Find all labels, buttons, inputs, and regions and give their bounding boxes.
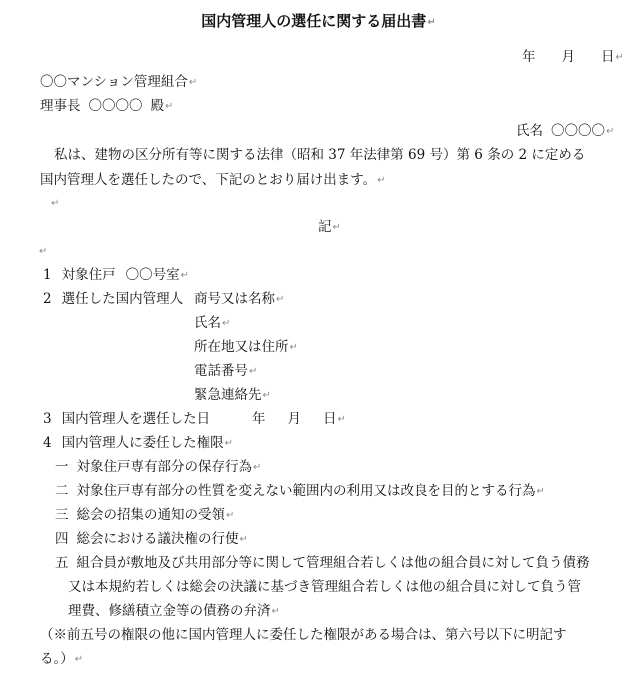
paragraph-mark: ↵	[377, 175, 386, 186]
paragraph-mark: ↵	[427, 17, 436, 28]
paragraph-mark: ↵	[289, 342, 298, 353]
association-name: 〇〇マンション管理組合↵	[40, 74, 198, 90]
item-2-field: 緊急連絡先↵	[194, 387, 271, 403]
paragraph-mark: ↵	[606, 126, 615, 137]
power-3: 三 総会の招集の通知の受領↵	[55, 507, 235, 523]
date-line: 年 月 日↵	[522, 49, 624, 65]
paragraph-mark: ↵	[188, 77, 198, 88]
paragraph-mark: ↵	[224, 438, 233, 449]
paragraph-mark: ↵	[239, 534, 248, 545]
power-1: 一 対象住戸専有部分の保存行為↵	[55, 459, 262, 475]
paragraph-mark: ↵	[271, 606, 280, 617]
item-2-field: 氏名↵	[194, 315, 231, 331]
item-2: 2 選任した国内管理人	[43, 291, 184, 307]
item-3-date: 年 月 日↵	[252, 411, 346, 427]
item-4: 4 国内管理人に委任した権限↵	[43, 435, 233, 451]
item-2-field: 商号又は名称↵	[194, 291, 285, 307]
body-line-1: 私は、建物の区分所有等に関する法律（昭和 37 年法律第 69 号）第 6 条の 2 に定める	[54, 147, 586, 163]
filer-line: 氏名 〇〇〇〇↵	[516, 123, 615, 139]
chair-line: 理事長 〇〇〇〇 殿↵	[40, 98, 174, 114]
paragraph-mark: ↵	[276, 294, 285, 305]
paragraph-mark: ↵	[222, 318, 231, 329]
item-1: 1 対象住戸 〇〇号室↵	[43, 267, 189, 283]
paragraph-mark: ↵	[253, 462, 262, 473]
paragraph-mark: ↵	[337, 414, 346, 425]
power-5-cont: 理費、修繕積立金等の債務の弁済↵	[68, 603, 280, 619]
paragraph-mark: ↵	[536, 486, 545, 497]
body-line-2: 国内管理人を選任したので、下記のとおり届け出ます。↵	[40, 172, 386, 188]
power-4: 四 総会における議決権の行使↵	[55, 531, 248, 547]
paragraph-mark: ↵	[249, 366, 258, 377]
empty-paragraph	[38, 242, 47, 261]
note-line-2: る。）↵	[40, 651, 84, 667]
item-2-field: 所在地又は住所↵	[194, 339, 298, 355]
paragraph-mark: ↵	[226, 510, 235, 521]
paragraph-mark: ↵	[262, 390, 271, 401]
note-line-1: （※前五号の権限の他に国内管理人に委任した権限がある場合は、第六号以下に明記す	[40, 627, 567, 643]
paragraph-mark: ↵	[332, 222, 341, 233]
paragraph-mark: ↵	[39, 246, 48, 257]
document-title: 国内管理人の選任に関する届出書↵	[201, 12, 436, 30]
power-5: 五 組合員が敷地及び共用部分等に関して管理組合若しくは他の組合員に対して負う債務	[55, 555, 590, 571]
paragraph-mark: ↵	[74, 654, 84, 665]
power-5-cont: 又は本規約若しくは総会の決議に基づき管理組合若しくは他の組合員に対して負う管	[68, 579, 581, 595]
paragraph-mark: ↵	[165, 101, 174, 112]
paragraph-mark: ↵	[615, 52, 624, 63]
paragraph-mark: ↵	[180, 270, 189, 281]
paragraph-mark: ↵	[51, 198, 60, 209]
power-2: 二 対象住戸専有部分の性質を変えない範囲内の利用又は改良を目的とする行為↵	[55, 483, 545, 499]
ki-heading: 記↵	[318, 219, 341, 235]
item-3: 3 国内管理人を選任した日	[43, 411, 211, 427]
item-2-field: 電話番号↵	[194, 363, 258, 379]
empty-paragraph	[50, 194, 59, 213]
